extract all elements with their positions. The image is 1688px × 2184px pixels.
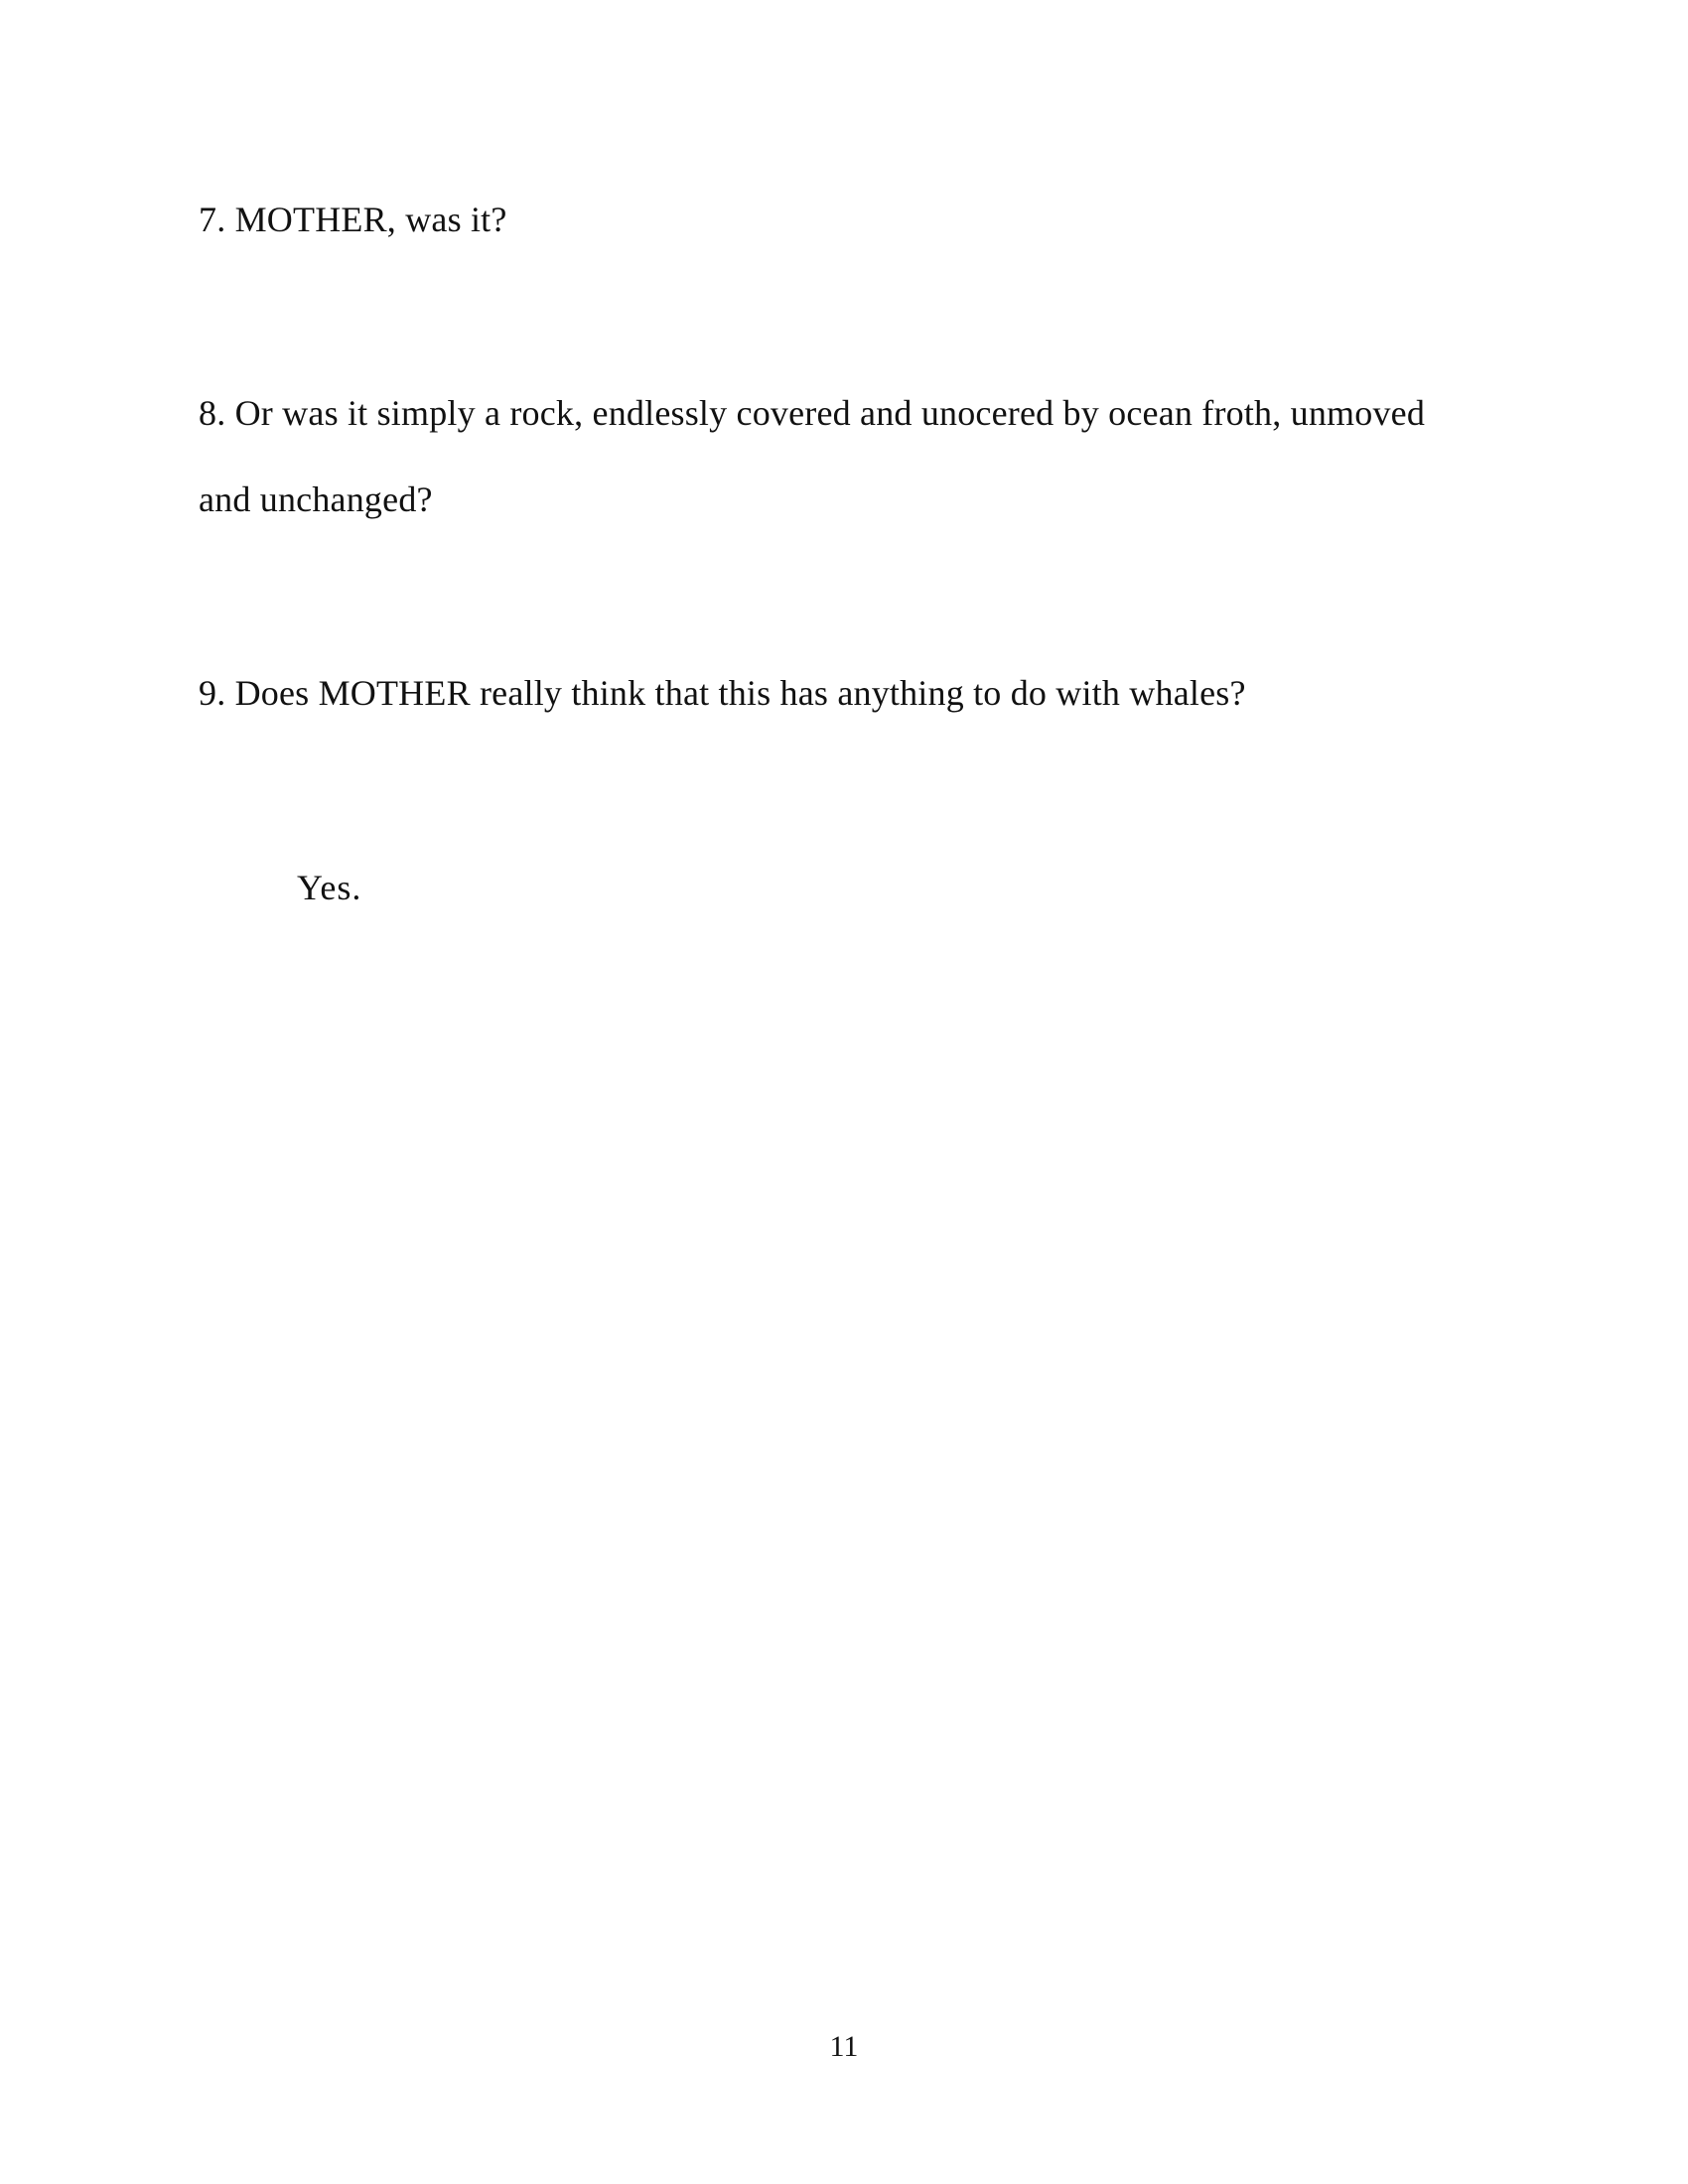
paragraph-8-line-1: 8. Or was it simply a rock, endlessly covered and unocered by ocean froth, unmoved: [199, 393, 1426, 433]
paragraph-9-text: 9. Does MOTHER really think that this has anything to do with whales?: [199, 673, 1246, 713]
paragraph-9: [199, 650, 1489, 737]
paragraph-8: [199, 370, 1489, 543]
paragraph-8-line-2: and unchanged?: [199, 479, 433, 519]
page-number: 11: [829, 2030, 859, 2063]
paragraph-7-text: 7. MOTHER, was it?: [199, 200, 507, 239]
paragraph-7: [199, 177, 1489, 263]
answer-text: Yes.: [297, 868, 362, 907]
